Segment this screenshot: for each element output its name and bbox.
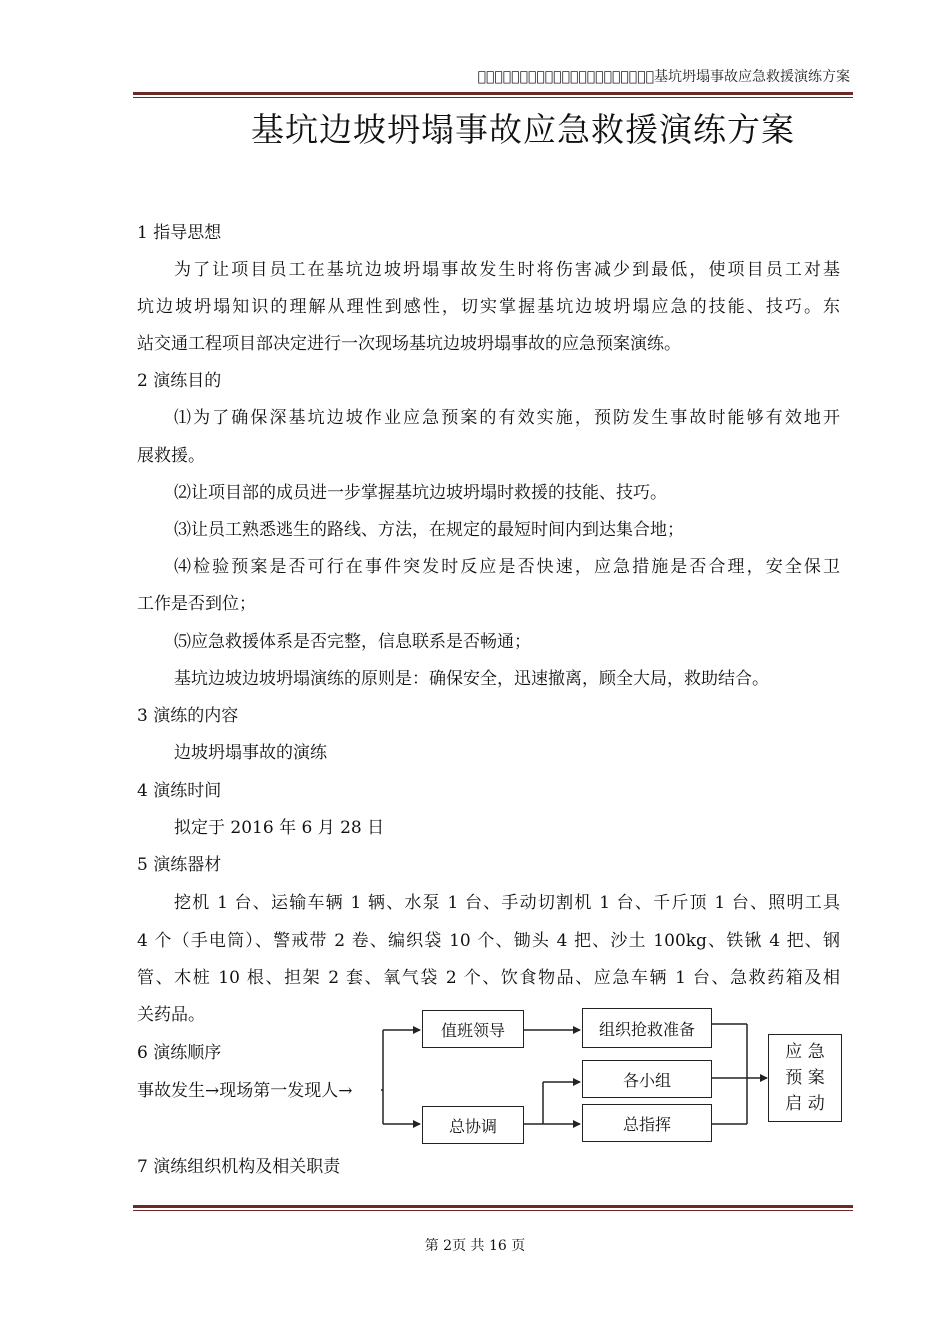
list-item-continuation: 工作是否到位； <box>137 594 256 614</box>
list-item: ⑴为了确保深基坑边坡作业应急预案的有效实施，预防发生事故时能够有效地开 <box>174 408 840 428</box>
final-box-line: 预 案 <box>785 1068 825 1088</box>
footer-rule-thin <box>133 1210 853 1211</box>
footer-rule-thick <box>133 1205 853 1208</box>
paragraph-line: 边坡坍塌事故的演练 <box>174 743 327 763</box>
section-3-heading: 3 演练的内容 <box>137 706 239 726</box>
final-box-line: 启 动 <box>785 1094 825 1114</box>
drill-date: 拟定于 2016 年 6 月 28 日 <box>174 818 385 838</box>
organize-rescue-prep-box <box>582 1008 712 1048</box>
page-number: 第 2页 共 16 页 <box>424 1238 526 1254</box>
document-title: 基坑边坡坍塌事故应急救援演练方案 <box>251 110 795 149</box>
organize-rescue-prep-label: 组织抢救准备 <box>598 1019 695 1039</box>
commander-label: 总指挥 <box>622 1114 671 1134</box>
section-6-heading: 6 演练顺序 <box>137 1043 222 1063</box>
coordinator-label: 总协调 <box>448 1116 497 1136</box>
paragraph-line: 站交通工程项目部决定进行一次现场基坑边坡坍塌事故的应急预案演练。 <box>137 334 681 354</box>
principle-line: 基坑边坡边坡坍塌演练的原则是：确保安全，迅速撤离，顾全大局，救助结合。 <box>174 669 769 689</box>
paragraph-line: 关药品。 <box>137 1005 205 1025</box>
teams-label: 各小组 <box>622 1070 671 1090</box>
emergency-plan-start-box <box>768 1034 842 1122</box>
list-item-continuation: 展救援。 <box>137 446 205 466</box>
duty-leader-label: 值班领导 <box>440 1020 505 1040</box>
list-item: ⑶让员工熟悉逃生的路线、方法，在规定的最短时间内到达集合地； <box>174 520 684 540</box>
section-2-heading: 2 演练目的 <box>137 371 222 391</box>
duty-leader-box <box>422 1010 524 1048</box>
commander-box <box>582 1104 712 1142</box>
paragraph-line: 4 个（手电筒）、警戒带 2 卷、编织袋 10 个、锄头 4 把、沙土 100kg、铁锹 4 把、钢 <box>137 931 840 951</box>
list-item: ⑵让项目部的成员进一步掌握基坑边坡坍塌时救援的技能、技巧。 <box>174 483 667 503</box>
coordinator-box <box>422 1106 524 1144</box>
final-box-line: 应 急 <box>785 1042 825 1062</box>
paragraph-line: 坑边坡坍塌知识的理解从理性到感性，切实掌握基坑边坡坍塌应急的技能、技巧。东 <box>137 297 840 317</box>
paragraph-line: 管、木桩 10 根、担架 2 套、氧气袋 2 个、饮食物品、应急车辆 1 台、急救药箱及相 <box>137 968 840 988</box>
list-item: ⑸应急救援体系是否完整，信息联系是否畅通； <box>174 632 531 652</box>
paragraph-line: 为了让项目员工在基坑边坡坍塌事故发生时将伤害减少到最低，使项目员工对基 <box>174 260 840 280</box>
section-1-heading: 1 指导思想 <box>137 223 222 243</box>
section-7-heading: 7 演练组织机构及相关职责 <box>137 1157 341 1177</box>
flow-start-text: 事故发生→现场第一发现人→ <box>137 1081 353 1101</box>
teams-box <box>582 1060 712 1098</box>
section-5-heading: 5 演练器材 <box>137 855 222 875</box>
paragraph-line: 挖机 1 台、运输车辆 1 辆、水泵 1 台、手动切割机 1 台、千斤顶 1 台、照明工具 <box>174 893 840 913</box>
running-header: 􀀀􀀀􀀀􀀀􀀀􀀀􀀀􀀀􀀀􀀀􀀀􀀀􀀀􀀀􀀀􀀀􀀀􀀀􀀀􀀀􀀀基坑坍塌事故应急救援演练方案 <box>477 69 850 85</box>
list-item: ⑷检验预案是否可行在事件突发时反应是否快速，应急措施是否合理，安全保卫 <box>174 557 840 577</box>
section-4-heading: 4 演练时间 <box>137 781 222 801</box>
